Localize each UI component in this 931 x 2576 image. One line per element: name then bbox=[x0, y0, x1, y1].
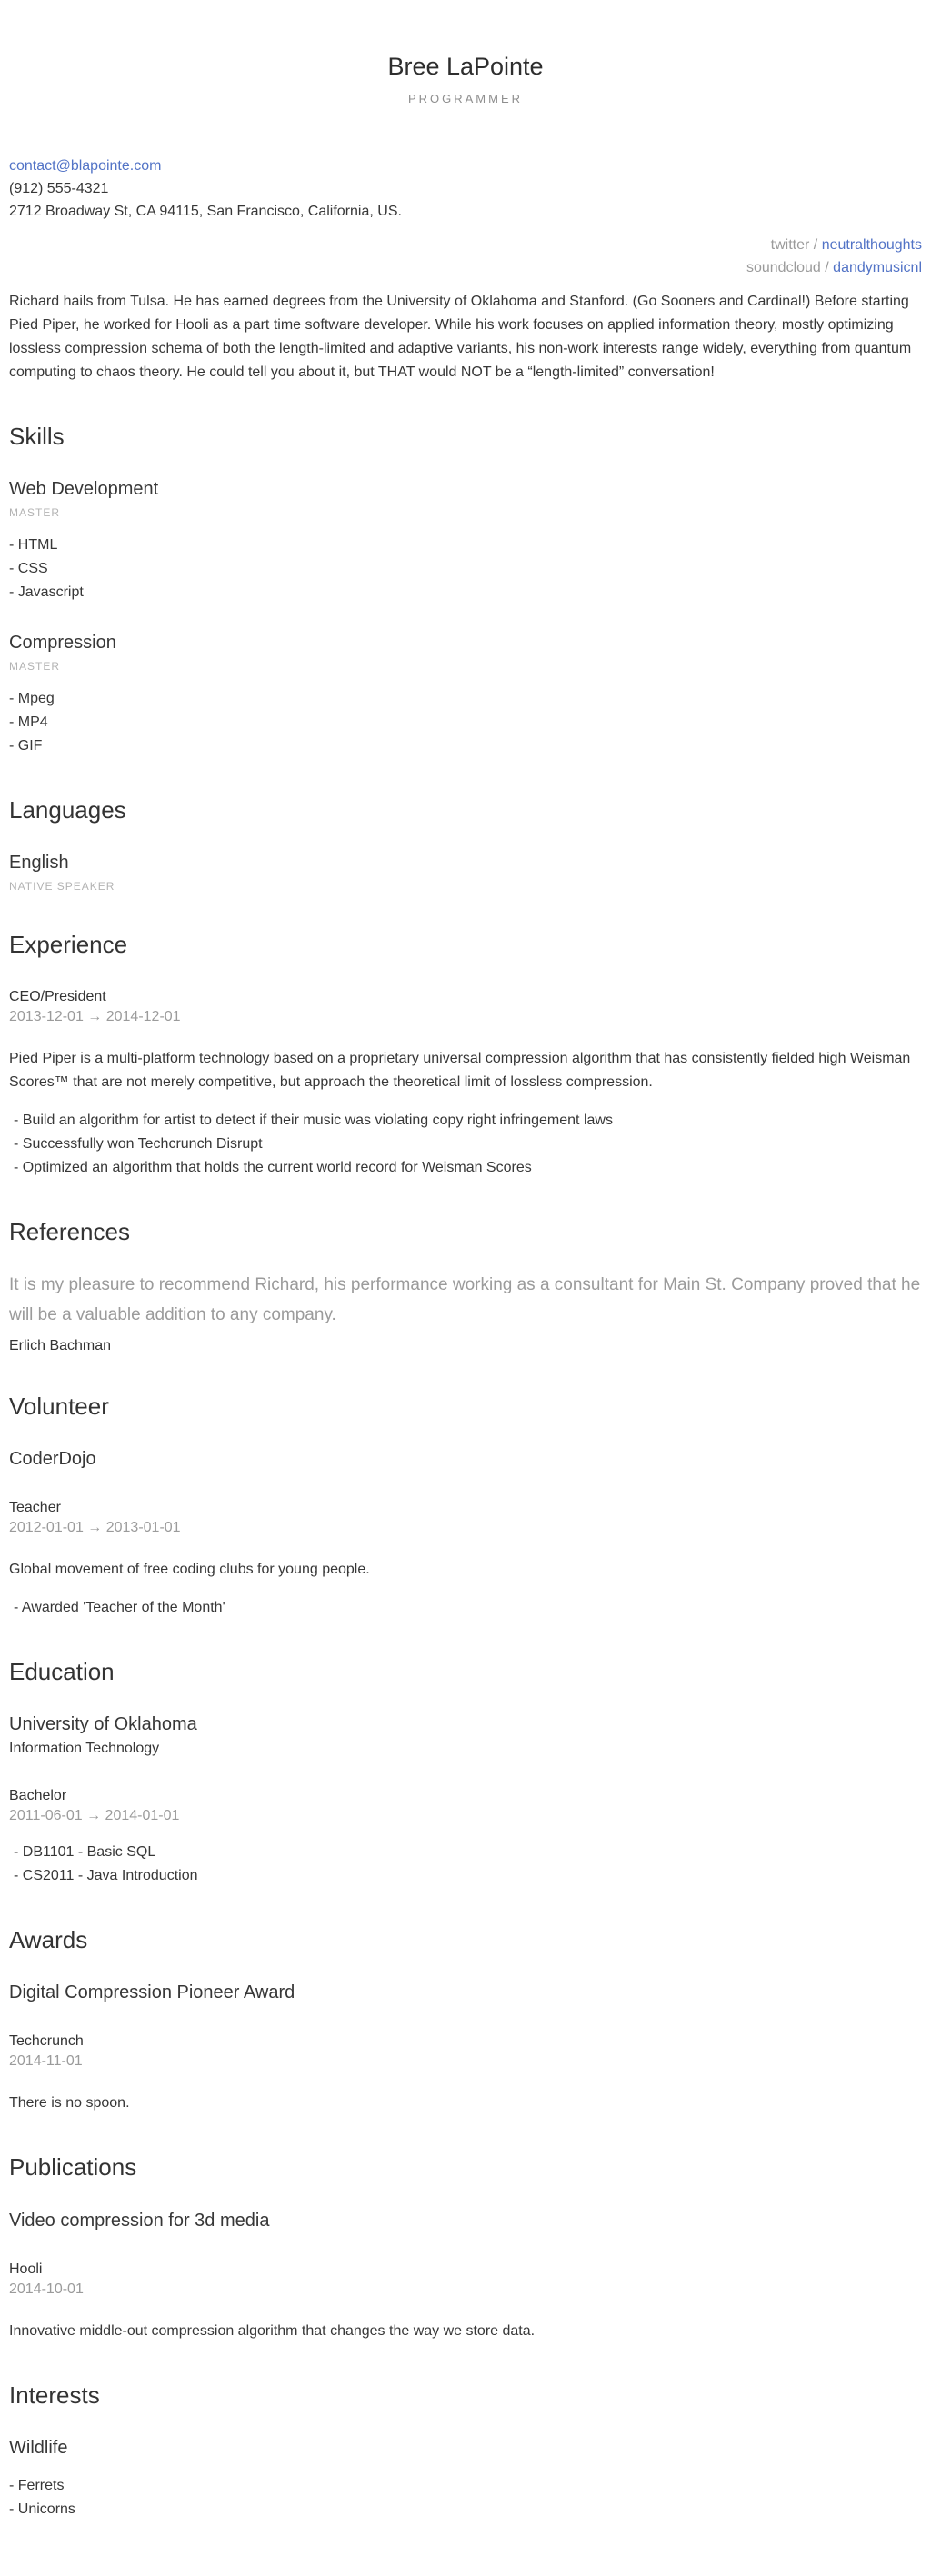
education-area: Information Technology bbox=[9, 1741, 160, 1757]
profile-network-label: soundcloud bbox=[746, 260, 821, 276]
language-item bbox=[9, 852, 922, 893]
experience-heading: Experience bbox=[9, 931, 128, 959]
interest-keywords-list bbox=[9, 2474, 922, 2521]
skills-heading: Skills bbox=[9, 423, 65, 451]
skill-level: MASTER bbox=[9, 660, 61, 674]
volunteer-highlight: - Awarded 'Teacher of the Month' bbox=[14, 1596, 922, 1620]
awards-heading: Awards bbox=[9, 1926, 88, 1954]
interest-keyword: - Ferrets bbox=[9, 2474, 922, 2498]
profile-soundcloud bbox=[9, 256, 922, 279]
volunteer-section bbox=[9, 1393, 922, 1620]
skill-keyword: - HTML bbox=[9, 534, 922, 557]
job-highlight: - Optimized an algorithm that holds the current world record for Weisman Scores bbox=[14, 1156, 922, 1180]
language-name: English bbox=[9, 853, 69, 874]
publication-name: Video compression for 3d media bbox=[9, 2210, 270, 2231]
skill-keyword: - MP4 bbox=[9, 711, 922, 734]
education-section bbox=[9, 1658, 922, 1888]
skill-keyword: - GIF bbox=[9, 734, 922, 758]
volunteer-item bbox=[9, 1448, 922, 1620]
soundcloud-username-link[interactable]: dandymusicnl bbox=[833, 260, 922, 276]
award-summary: There is no spoon. bbox=[9, 2095, 130, 2112]
profile-twitter bbox=[9, 234, 922, 256]
interest-keyword: - Unicorns bbox=[9, 2498, 922, 2521]
interests-section bbox=[9, 2381, 922, 2521]
reference-item bbox=[9, 1270, 922, 1354]
skill-keywords-list bbox=[9, 534, 922, 604]
experience-item bbox=[9, 987, 922, 1180]
job-position: CEO/President bbox=[9, 988, 106, 1004]
award-title: Digital Compression Pioneer Award bbox=[9, 1982, 295, 2003]
skill-name: Compression bbox=[9, 633, 116, 654]
profile-network-label: twitter bbox=[770, 237, 810, 254]
job-date-range: 2013-12-01 → 2014-12-01 bbox=[9, 1008, 181, 1024]
education-course: - CS2011 - Java Introduction bbox=[14, 1864, 922, 1888]
job-highlight: - Build an algorithm for artist to detect if their music was violating copy right infringement laws bbox=[14, 1109, 922, 1133]
publication-item bbox=[9, 2210, 922, 2343]
profile-separator: / bbox=[813, 237, 818, 254]
education-course: - DB1101 - Basic SQL bbox=[14, 1841, 922, 1864]
volunteer-organization: CoderDojo bbox=[9, 1448, 96, 1469]
job-summary: Pied Piper is a multi-platform technology based on a proprietary universal compression algorithm that has consistently fielded high Weisman Scores™ that are not merely competitive, but approach the theoretical limit of lossless compression. bbox=[9, 1050, 911, 1090]
interest-name: Wildlife bbox=[9, 2437, 68, 2458]
skill-item bbox=[9, 632, 922, 758]
volunteer-summary: Global movement of free coding clubs for young people. bbox=[9, 1561, 370, 1577]
social-profiles bbox=[9, 234, 922, 279]
person-name: Bree LaPointe bbox=[387, 53, 544, 80]
skills-section bbox=[9, 423, 922, 758]
skill-name: Web Development bbox=[9, 479, 159, 500]
skill-level: MASTER bbox=[9, 506, 61, 520]
job-highlights-list bbox=[9, 1109, 922, 1180]
skill-keyword: - CSS bbox=[9, 557, 922, 581]
email-link[interactable]: contact@blapointe.com bbox=[9, 158, 162, 175]
twitter-username-link[interactable]: neutralthoughts bbox=[821, 237, 922, 254]
postal-address: 2712 Broadway St, CA 94115, San Francisco, California, US. bbox=[9, 204, 402, 220]
publications-section bbox=[9, 2153, 922, 2342]
award-item bbox=[9, 1982, 922, 2115]
publication-summary: Innovative middle-out compression algorithm that changes the way we store data. bbox=[9, 2322, 536, 2339]
award-date: 2014-11-01 bbox=[9, 2053, 83, 2070]
education-heading: Education bbox=[9, 1657, 115, 1685]
reference-quote: It is my pleasure to recommend Richard, his performance working as a consultant for Main St. Company proved that he will be a valuable addition to any company. bbox=[9, 1274, 921, 1324]
profile-separator: / bbox=[825, 260, 829, 276]
reference-author: Erlich Bachman bbox=[9, 1337, 112, 1353]
interest-item bbox=[9, 2437, 922, 2521]
education-item bbox=[9, 1713, 922, 1888]
volunteer-highlights-list bbox=[9, 1596, 922, 1620]
education-study-type: Bachelor bbox=[9, 1788, 67, 1804]
publications-heading: Publications bbox=[9, 2153, 137, 2182]
phone-number: (912) 555-4321 bbox=[9, 181, 109, 197]
person-job-label: PROGRAMMER bbox=[407, 92, 524, 106]
volunteer-position: Teacher bbox=[9, 1499, 61, 1515]
experience-section bbox=[9, 931, 922, 1179]
skill-keywords-list bbox=[9, 687, 922, 758]
resume-header bbox=[9, 0, 922, 105]
languages-heading: Languages bbox=[9, 796, 126, 824]
languages-section bbox=[9, 796, 922, 893]
job-highlight: - Successfully won Techcrunch Disrupt bbox=[14, 1133, 922, 1156]
awards-section bbox=[9, 1926, 922, 2115]
education-courses-list bbox=[9, 1841, 922, 1888]
language-fluency: NATIVE SPEAKER bbox=[9, 880, 115, 894]
skill-keyword: - Mpeg bbox=[9, 687, 922, 711]
education-date-range: 2011-06-01 → 2014-01-01 bbox=[9, 1808, 180, 1824]
skill-item bbox=[9, 478, 922, 604]
publication-date: 2014-10-01 bbox=[9, 2281, 84, 2297]
education-institution: University of Oklahoma bbox=[9, 1714, 197, 1735]
about-summary: Richard hails from Tulsa. He has earned degrees from the University of Oklahoma and Stanford. (Go Sooners and Cardinal!) Before starting Pied Piper, he worked for Hooli as a part time software developer. While his work focuses on applied information theory, mostly optimizing lossless compression schema of both the length-limited and adaptive variants, his non-work interests range widely, everything from quantum computing to chaos theory. He could tell you about it, but THAT would NOT be a “length-limited” conversation! bbox=[9, 294, 912, 381]
volunteer-date-range: 2012-01-01 → 2013-01-01 bbox=[9, 1519, 181, 1535]
interests-heading: Interests bbox=[9, 2381, 100, 2409]
skill-keyword: - Javascript bbox=[9, 581, 922, 604]
publication-publisher: Hooli bbox=[9, 2261, 43, 2277]
award-awarder: Techcrunch bbox=[9, 2033, 84, 2050]
contact-block bbox=[9, 155, 922, 223]
references-heading: References bbox=[9, 1217, 130, 1245]
references-section bbox=[9, 1218, 922, 1354]
volunteer-heading: Volunteer bbox=[9, 1392, 109, 1420]
